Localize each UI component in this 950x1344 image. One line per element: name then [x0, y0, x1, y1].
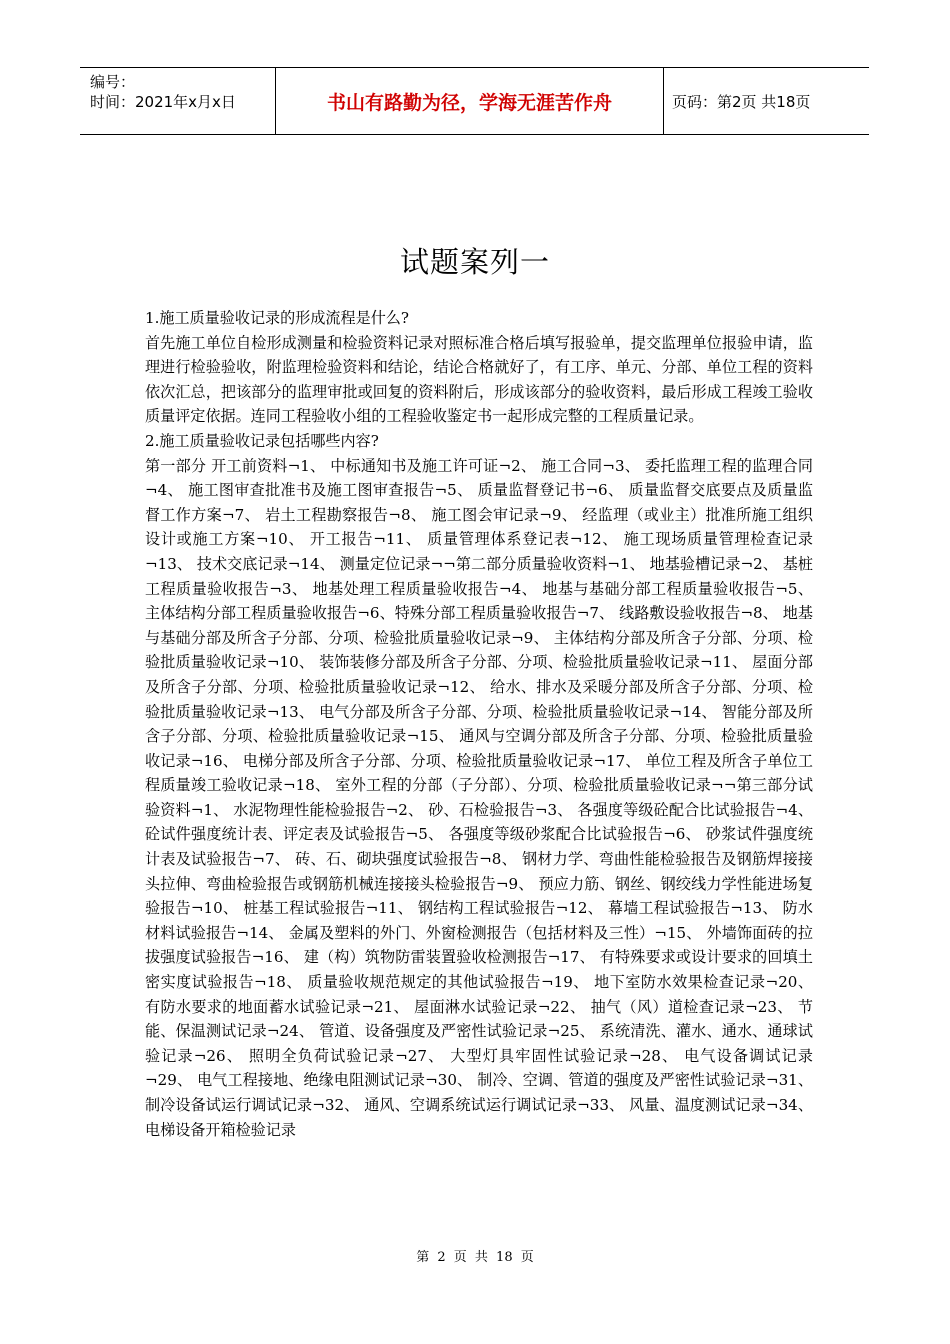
page-footer: 第 2 页 共 18 页	[416, 1250, 534, 1265]
document-header	[80, 67, 869, 135]
question-1: 1.施工质量验收记录的形成流程是什么?	[145, 309, 409, 327]
number-label: 编号：	[90, 73, 136, 91]
question-2: 2.施工质量验收记录包括哪些内容?	[145, 431, 379, 450]
header-page-info: 页码：第2页 共18页	[672, 92, 811, 111]
header-motto: 书山有路勤为径，学海无涯苦作舟	[276, 68, 664, 134]
document-title: 试题案列一	[399, 245, 550, 279]
answer-2: 第一部分 开工前资料¬1、 中标通知书及施工许可证¬2、 施工合同¬3、 委托监理工程的监理合同¬4、 施工图审查批准书及施工图审查报告¬5、 质量监督登记书¬6、 质量监督交底要点及质量监督工作方案¬7、 岩土工程勘察报告¬8、 施工图会审记录¬9、 经监理（或业主）批准所施工组织设计或施工方案¬10、 开工报告¬11、 质量管理体系登记表¬12、 施工现场质量管理检查记录¬13、 技术交底记录¬14、 测量定位记录¬¬第二部分质量验收资料¬1、 地基验槽记录¬2、 基桩工程质量验收报告¬3、 地基处理工程质量验收报告¬4、 地基与基础分部工程质量验收报告¬5、 主体结构分部工程质量验收报告¬6、特殊分部工程质量验收报告¬7、 线路敷设验收报告¬8、 地基与基础分部及所含子分部、分项、检验批质量验收记录¬9、 主体结构分部及所含子分部、分项、检验批质量验收记录¬10、 装饰装修分部及所含子分部、分项、检验批质量验收记录¬11、 屋面分部及所含子分部、分项、检验批质量验收记录¬12、 给水、排水及采暖分部及所含子分部、分项、检验批质量验收记录¬13、 电气分部及所含子分部、分项、检验批质量验收记录¬14、 智能分部及所含子分部、分项、检验批质量验收记录¬15、 通风与空调分部及所含子分部、分项、检验批质量验收记录¬16、 电梯分部及所含子分部、分项、检验批质量验收记录¬17、 单位工程及所含子单位工程质量竣工验收记录¬18、 室外工程的分部（子分部）、分项、检验批质量验收记录¬¬第三部分试验资料¬1、 水泥物理性能检验报告¬2、 砂、石检验报告¬3、 各强度等级砼配合比试验报告¬4、 砼试件强度统计表、评定表及试验报告¬5、 各强度等级砂浆配合比试验报告¬6、 砂浆试件强度统计表及试验报告¬7、 砖、石、砌块强度试验报告¬8、 钢材力学、弯曲性能检验报告及钢筋焊接接头拉伸、弯曲检验报告或钢筋机械连接接头检验报告¬9、 预应力筋、钢丝、钢绞线力学性能进场复验报告¬10、 桩基工程试验报告¬11、 钢结构工程试验报告¬12、 幕墙工程试验报告¬13、 防水材料试验报告¬14、 金属及塑料的外门、外窗检测报告（包括材料及三性）¬15、 外墙饰面砖的拉拔强度试验报告¬16、 建（构）筑物防雷装置验收检测报告¬17、 有特殊要求或设计要求的回填土密实度试验报告¬18、 质量验收规范规定的其他试验报告¬19、 地下室防水效果检查记录¬20、 有防水要求的地面蓄水试验记录¬21、 屋面淋水试验记录¬22、 抽气（风）道检查记录¬23、 节能、保温测试记录¬24、 管道、设备强度及严密性试验记录¬25、 系统清洗、灌水、通水、通球试验记录¬26、 照明全负荷试验记录¬27、 大型灯具牢固性试验记录¬28、 电气设备调试记录¬29、 电气工程接地、绝缘电阻测试记录¬30、 制冷、空调、管道的强度及严密性试验记录¬31、 制冷设备试运行调试记录¬32、 通风、空调系统试运行调试记录¬33、 风量、温度测试记录¬34、 电梯设备开箱检验记录	[145, 456, 813, 1139]
header-meta	[80, 68, 276, 134]
answer-1: 首先施工单位自检形成测量和检验资料记录对照标准合格后填写报验单，提交监理单位报验申请，监理进行检验验收，附监理检验资料和结论，结论合格就好了，有工序、单元、分部、单位工程的资料依次汇总，把该部分的监理审批或回复的资料附后，形成该部分的验收资料，最后形成工程竣工验收质量评定依据。连同工程验收小组的工程验收鉴定书一起形成完整的工程质量记录。	[145, 333, 813, 426]
document-body	[145, 306, 813, 1142]
time-label: 时间：2021年x月x日	[90, 93, 236, 111]
